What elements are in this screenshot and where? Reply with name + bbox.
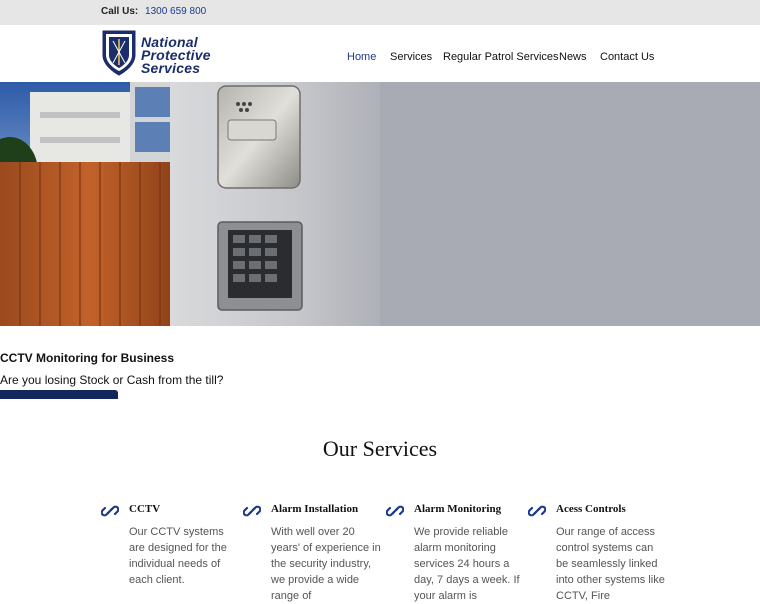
main-nav [0, 47, 760, 65]
chain-link-icon [528, 502, 546, 520]
promo-button[interactable] [0, 390, 118, 399]
service-desc: Our range of access control systems can be seamlessly linked into other systems like CCTV, Fire [556, 526, 665, 602]
top-bar [0, 0, 760, 25]
call-us [101, 6, 206, 17]
chain-link-icon [386, 502, 404, 520]
service-desc: We provide reliable alarm monitoring services 24 hours a day, 7 days a week. If your alarm is [414, 526, 520, 602]
nav-news[interactable]: News [559, 51, 587, 63]
services-heading: Our Services [322, 436, 438, 461]
service-name: CCTV [129, 503, 161, 515]
hero-image [0, 82, 760, 326]
call-us-label: Call Us: [101, 6, 139, 17]
chain-link-icon [243, 502, 261, 520]
nav-home[interactable]: Home [347, 51, 377, 63]
nav-services[interactable]: Services [390, 51, 433, 63]
logo-line2: Protective [141, 47, 211, 63]
promo-title: CCTV Monitoring for Business [0, 351, 174, 365]
service-name: Alarm Installation [271, 503, 359, 515]
hero-banner [0, 82, 760, 326]
logo-line3: Services [141, 60, 201, 76]
chain-link-icon [101, 502, 119, 520]
nav-contact[interactable]: Contact Us [600, 51, 655, 63]
site-header [0, 25, 760, 82]
phone-link[interactable]: 1300 659 800 [145, 6, 207, 17]
service-desc: With well over 20 years' of experience in the security industry, we provide a wide range of [271, 526, 381, 602]
service-name: Acess Controls [556, 503, 626, 515]
service-desc: Our CCTV systems are designed for the individual needs of each client. [129, 526, 227, 586]
nav-patrol[interactable]: Regular Patrol Services [443, 51, 559, 63]
promo-subtitle: Are you losing Stock or Cash from the till? [0, 373, 224, 387]
logo-line1: National [141, 34, 198, 50]
service-name: Alarm Monitoring [414, 503, 502, 515]
